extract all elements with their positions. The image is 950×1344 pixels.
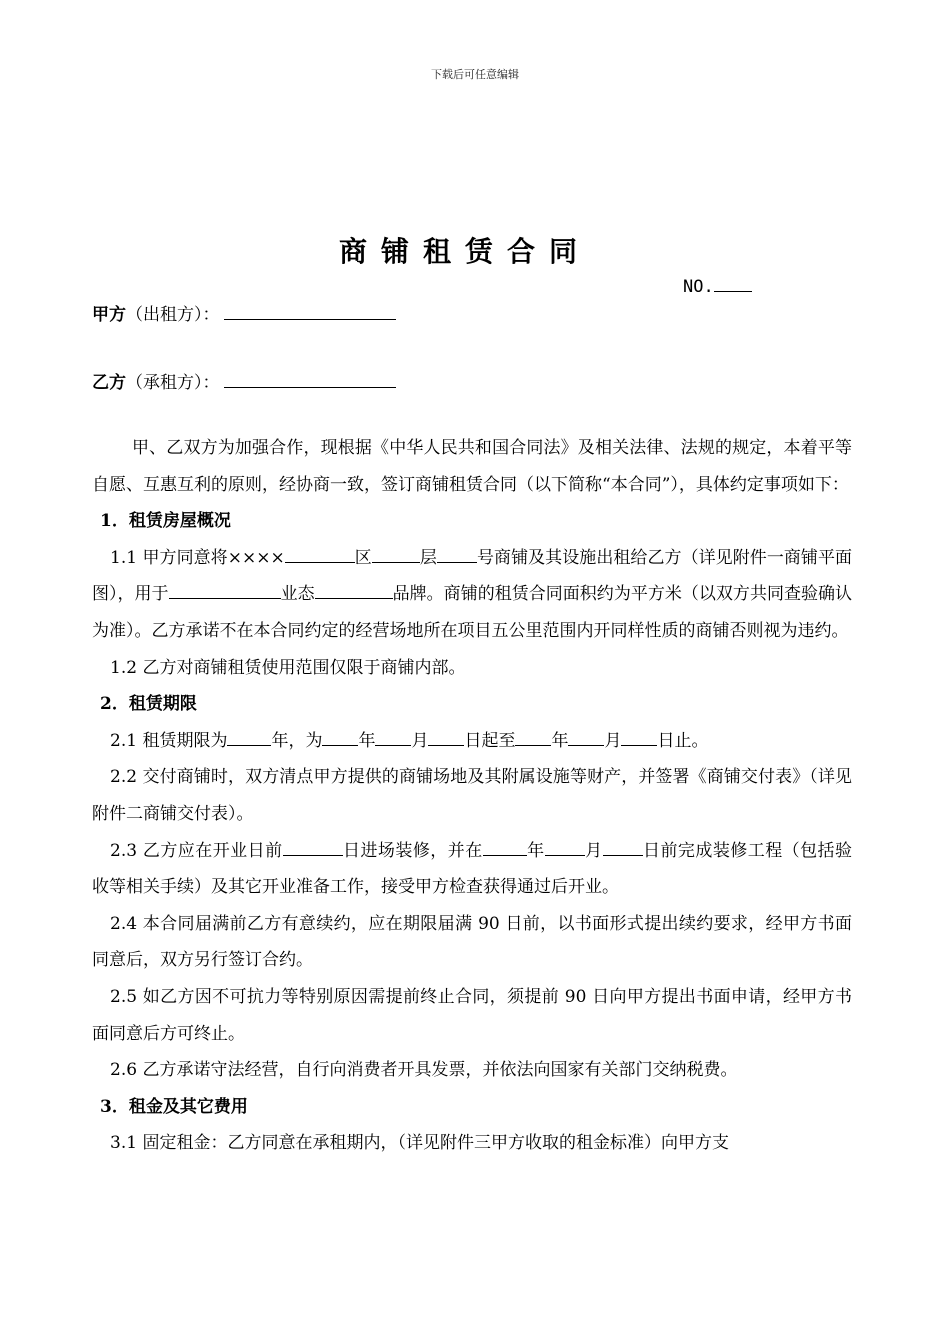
party-a-label: 甲方	[92, 305, 126, 325]
clause-2-1-text-b: 年，为	[271, 730, 323, 751]
section-1-heading: 1．租赁房屋概况	[100, 511, 231, 532]
clause-2-1-text-f: 年	[551, 730, 569, 751]
intro-paragraph: 甲、乙双方为加强合作，现根据《中华人民共和国合同法》及相关法律、法规的规定，本着平等自愿、互惠互利的原则，经协商一致，签订商铺租赁合同（以下简称“本合同”），具体约定事项如下：	[92, 438, 852, 495]
blank-end-year	[515, 729, 551, 746]
clause-1-1-text-e: 业态	[280, 584, 315, 605]
clause-2-3-text-c: 年	[526, 840, 545, 861]
party-b-label: 乙方	[92, 373, 126, 393]
blank-term-years	[227, 729, 271, 746]
clause-1-2: 1.2 乙方对商铺租赁使用范围仅限于商铺内部。	[110, 657, 466, 678]
section-3-heading: 3．租金及其它费用	[100, 1096, 248, 1117]
party-b-role: （承租方）：	[126, 373, 220, 393]
clause-2-1-text-e: 日起至	[464, 730, 516, 751]
clause-1-1-text-d: 号商铺及其设施出租给乙方（详见附件一商铺平面图），用于	[92, 547, 853, 605]
clause-3-1: 3.1 固定租金：乙方同意在承租期内，（详见附件三甲方收取的租金标准）向甲方支	[110, 1133, 729, 1154]
contract-number	[683, 277, 752, 297]
clause-1-1-text-b: 区	[354, 547, 372, 568]
clause-2-3-text-b: 日进场装修，并在	[342, 840, 483, 861]
blank-district	[285, 546, 355, 563]
clause-2-1-text-a: 2.1 租赁期限为	[110, 730, 228, 751]
clause-2-3-text-d: 月	[584, 840, 603, 861]
contract-body	[92, 430, 852, 1162]
page-title: 商铺租赁合同	[338, 235, 591, 268]
section-2-heading: 2．租赁期限	[100, 694, 197, 715]
blank-fitout-year	[483, 839, 527, 856]
clause-1-1-text-c: 层	[419, 547, 437, 568]
blank-brand	[315, 582, 393, 599]
blank-fitout-month	[545, 839, 585, 856]
blank-fitout-days	[283, 839, 343, 856]
contract-number-blank	[714, 277, 752, 292]
clause-2-1-text-d: 月	[411, 730, 429, 751]
clause-1-1-text-f: 品牌。商铺的租赁合同面积约为平方米（以双方共同查验确认为准）。乙方承诺不在本合同约定的经营场地所在项目五公里范围内开同样性质的商铺否则视为违约。	[92, 584, 853, 641]
blank-start-day	[428, 729, 464, 746]
blank-end-day	[621, 729, 657, 746]
party-b-blank	[224, 371, 396, 388]
clause-2-6: 2.6 乙方承诺守法经营，自行向消费者开具发票，并依法向国家有关部门交纳税费。	[110, 1060, 738, 1081]
blank-end-month	[568, 729, 604, 746]
clause-2-1	[92, 723, 852, 760]
clause-1-1-text-a: 1.1 甲方同意将××××	[110, 547, 285, 568]
party-b	[92, 368, 396, 393]
clause-2-3-text-a: 2.3 乙方应在开业日前	[110, 840, 283, 861]
clause-1-1	[92, 540, 852, 650]
blank-floor	[372, 546, 420, 563]
blank-shop-number	[437, 546, 477, 563]
party-a	[92, 300, 396, 325]
party-a-blank	[224, 303, 396, 320]
contract-number-label: NO.	[683, 277, 714, 297]
clause-2-1-text-h: 日止。	[657, 730, 709, 751]
clause-2-1-text-c: 年	[358, 730, 376, 751]
clause-2-1-text-g: 月	[604, 730, 622, 751]
blank-start-month	[375, 729, 411, 746]
blank-start-year	[322, 729, 358, 746]
clause-2-2: 2.2 交付商铺时，双方清点甲方提供的商铺场地及其附属设施等财产，并签署《商铺交付表》（详见附件二商铺交付表）。	[92, 767, 853, 824]
blank-fitout-day	[603, 839, 643, 856]
clause-2-5: 2.5 如乙方因不可抗力等特别原因需提前终止合同，须提前 90 日向甲方提出书面申请，经甲方书面同意后方可终止。	[92, 986, 852, 1044]
blank-business-type	[169, 582, 281, 599]
clause-2-4: 2.4 本合同届满前乙方有意续约，应在期限届满 90 日前，以书面形式提出续约要求，经甲方书面同意后，双方另行签订合约。	[92, 913, 852, 971]
header-note: 下载后可任意编辑	[431, 68, 519, 81]
clause-2-3-text-e: 日前完成装修工程（包括验收等相关手续）及其它开业准备工作，接受甲方检查获得通过后开业。	[92, 840, 853, 898]
party-a-role: （出租方）：	[126, 305, 220, 325]
clause-2-3	[92, 833, 852, 906]
